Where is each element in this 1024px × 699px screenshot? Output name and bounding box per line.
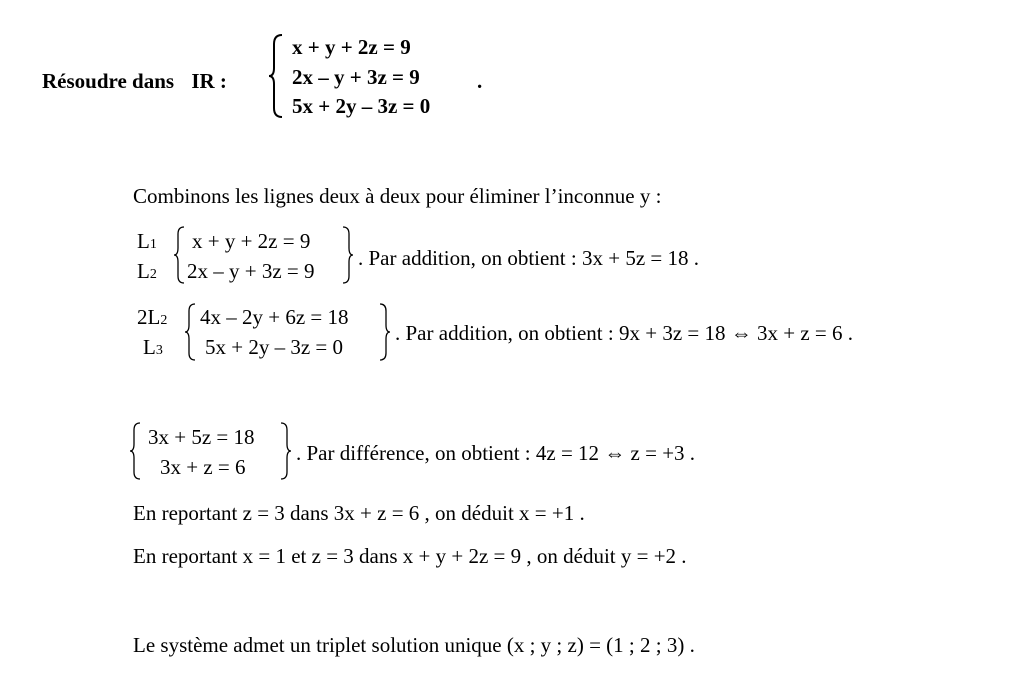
step1-left-brace xyxy=(173,226,187,284)
problem-end-period: . xyxy=(477,69,483,93)
step2-equation-top: 4x – 2y + 6z = 18 xyxy=(200,305,349,329)
step2-left-brace xyxy=(184,303,198,361)
problem-equation-2: 2x – y + 3z = 9 xyxy=(292,65,420,89)
step1-right-brace xyxy=(340,226,354,284)
row-label-l2: L2 xyxy=(137,259,157,283)
row-label-l1: L1 xyxy=(137,229,157,253)
row-label-2l2: 2L2 xyxy=(137,305,168,329)
step2-equation-bottom: 5x + 2y – 3z = 0 xyxy=(205,335,344,359)
deduction-y: En reportant x = 1 et z = 3 dans x + y + 2z = 9 , on déduit y = +2 . xyxy=(133,544,687,568)
real-set-symbol: IR : xyxy=(191,69,227,93)
conclusion: Le système admet un triplet solution unique (x ; y ; z) = (1 ; 2 ; 3) . xyxy=(133,633,695,657)
step3-result: . Par différence, on obtient : 4z = 12 ⇔ z = +3 . xyxy=(296,441,696,465)
step1-equation-top: x + y + 2z = 9 xyxy=(192,229,311,253)
step3-equation-top: 3x + 5z = 18 xyxy=(148,425,255,449)
step3-left-brace xyxy=(129,422,143,480)
deduction-x: En reportant z = 3 dans 3x + z = 6 , on déduit x = +1 . xyxy=(133,501,585,525)
step2-right-brace xyxy=(377,303,391,361)
step3-right-brace xyxy=(278,422,292,480)
step2-result: . Par addition, on obtient : 9x + 3z = 18 ⇔ 3x + z = 6 . xyxy=(395,321,853,345)
step1-equation-bottom: 2x – y + 3z = 9 xyxy=(187,259,315,283)
step3-equation-bottom: 3x + z = 6 xyxy=(160,455,246,479)
row-label-l3: L3 xyxy=(143,335,163,359)
problem-left-brace xyxy=(268,34,288,118)
problem-prompt xyxy=(42,71,227,92)
problem-equation-1: x + y + 2z = 9 xyxy=(292,35,411,59)
problem-prompt-text: Résoudre dans xyxy=(42,69,175,93)
intro-text: Combinons les lignes deux à deux pour éliminer l’inconnue y : xyxy=(133,184,662,208)
step1-result: . Par addition, on obtient : 3x + 5z = 18 . xyxy=(358,246,699,270)
problem-equation-3: 5x + 2y – 3z = 0 xyxy=(292,94,431,118)
